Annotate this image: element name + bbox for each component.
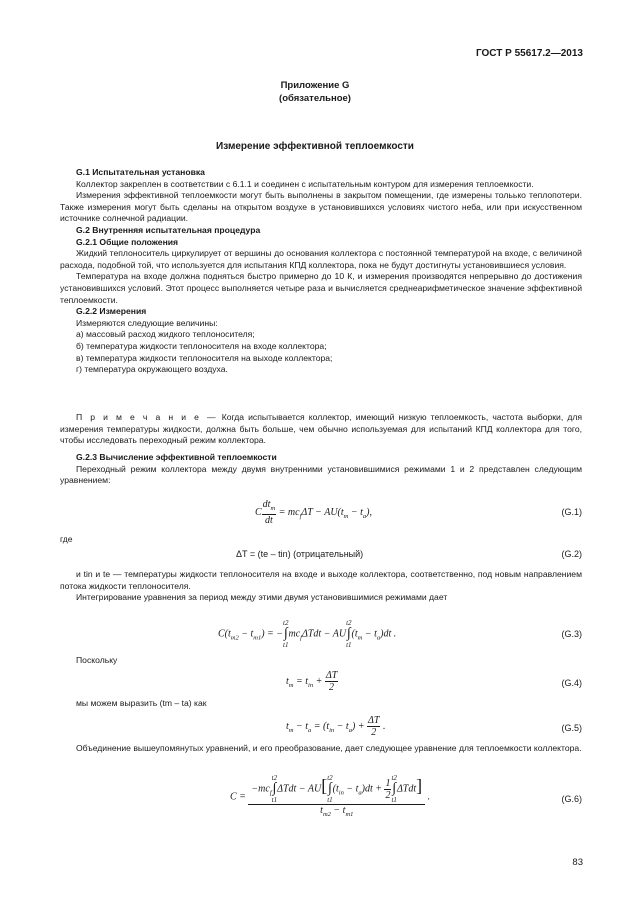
list-item: б) температура жидкости теплоносителя на входе коллектора; xyxy=(76,340,327,351)
paragraph: Измеряются следующие величины: xyxy=(76,317,218,328)
equation-g3: $C(t_{m2} - t_{m1}) = -t2$ ∫ $t1mc_f\Delta Tdt - AUt2$ ∫ $t1(t_m - t_a)dt$ . (G.3) xyxy=(218,619,582,649)
eq-g2-text: ΔT = (te – tin) (отрицательный) xyxy=(236,549,364,559)
paragraph: Коллектор закреплен в соответствии с 6.1.1 и соединен с испытательным контуром для измерения теплоемкости. xyxy=(76,178,534,189)
equation-g5: $t_m - t_a = (t_{in} - t_a)$ + $\frac{\Delta T}{2}$ . (G.5) xyxy=(286,715,582,738)
combine-para: Объединение вышеупомянутых уравнений, и его преобразование, дает следующее уравнение для теплоемкости коллектора. xyxy=(76,743,582,753)
list-item: г) температура окружающего воздуха. xyxy=(76,364,228,375)
document-id: ГОСТ Р 55617.2—2013 xyxy=(475,48,583,59)
since-label: Поскольку xyxy=(76,655,118,665)
g23-heading: G.2.3 Вычисление эффективной теплоемкости xyxy=(76,452,277,462)
para-after-g2: и tin и te — температуры жидкости теплоносителя на входе и выходе коллектора, соответственно, под новым направлением потока жидкости теплоносителя. Интегрирование уравнения за период между этими двумя установившимися режимами дает xyxy=(60,569,582,603)
note-text: Когда испытывается коллектор, имеющий низкую теплоемкость, частота выборки, для измерения температуры жидкости, должна быть больше, чем обычно используемая для испытаний КПД коллектора для того, чтобы исследовать переходный режим коллектора. xyxy=(60,412,582,446)
list-item: а) массовый расход жидкого теплоносителя; xyxy=(76,329,255,340)
section-heading: G.1 Испытательная установка xyxy=(76,167,205,177)
equation-g1: C $\frac{dt_m}{dt}$ = $mc_f\Delta T - AU(t_m - t_a)$, (G.1) xyxy=(255,499,582,526)
section-heading: G.2.1 Общие положения xyxy=(76,236,179,247)
express-label: мы можем выразить (tm – ta) как xyxy=(76,698,207,708)
g23-intro: Переходный режим коллектора между двумя внутренними установившимися режимами 1 и 2 представлен следующим уравнением: xyxy=(60,463,582,486)
section-heading: G.2.2 Измерения xyxy=(76,306,147,317)
where-label: где xyxy=(60,534,73,544)
page-number: 83 xyxy=(572,857,583,868)
paragraph: Измерения эффективной теплоемкости могут быть выполнены в закрытом помещении, где измерены тольько теплопотери. Также измерения могут быть сделаны на открытом воздухе в установившихся условиях чистого неба, или при искусственном источнике солнечной радиации. xyxy=(60,190,582,224)
appendix-subtitle: (обязательное) xyxy=(279,93,351,104)
eq-number-g5: (G.5) xyxy=(561,723,582,733)
section-g23 xyxy=(60,452,582,487)
eq-number-g2: (G.2) xyxy=(561,549,582,559)
paragraph: Температура на входе должна подняться быстро примерно до 10 К, и измерения производятся непрерывно до достижения установившихся условий. Этот процесс выполняется четыре раза и вычисляется среднеарифметическое значение эффективной теплоемкости. xyxy=(60,271,582,305)
eq-number-g1: (G.1) xyxy=(561,507,582,517)
eq-number-g4: (G.4) xyxy=(561,678,582,688)
paragraph: Жидкий теплоноситель циркулирует от вершины до основания коллектора с постоянной температурой на входе, с величиной расхода, подобной той, что используется для испытания КПД коллектора, пока не будут достигнуты установившиеся условия. xyxy=(60,248,582,270)
section-title: Измерение эффективной теплоемкости xyxy=(216,141,414,152)
note xyxy=(60,412,582,447)
appendix-title: Приложение G xyxy=(280,80,350,91)
equation-g4: $t_m = t_{in}$ + $\frac{\Delta T}{2}$ (G.4) xyxy=(286,670,582,693)
note-label: П р и м е ч а н и е — xyxy=(76,412,218,422)
eq-number-g6: (G.6) xyxy=(561,794,582,804)
equation-g6: C = $-mc_ft2$ ∫ t1ΔTdt − AU[t2 ∫ $t1(t_{in} - t_a)dt$ + $\frac{1}{2}$ t2 ∫ t1ΔTdt] $t_{m2} - t_{m1}$ . (G.6) xyxy=(230,774,582,818)
equation-g2 xyxy=(60,549,582,569)
list-item: в) температура жидкости теплоносителя на выходе коллектора; xyxy=(76,352,333,363)
eq-number-g3: (G.3) xyxy=(561,629,582,639)
main-text xyxy=(60,167,582,376)
section-heading: G.2 Внутренняя испытательная процедура xyxy=(76,224,261,235)
